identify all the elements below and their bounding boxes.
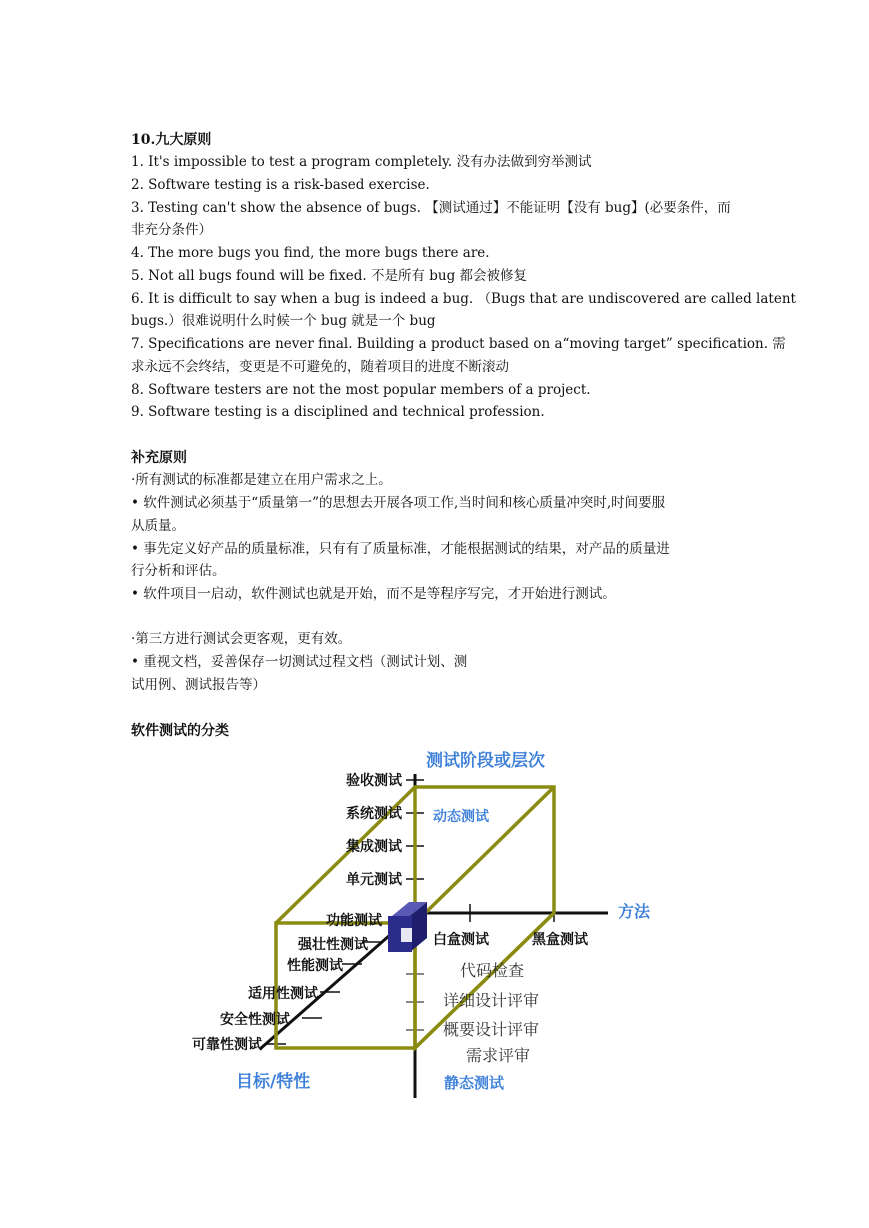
principle-line: 6. It is difficult to say when a bug is indeed a bug. （Bugs that are undiscovered are called latent xyxy=(131,291,796,307)
static-item-label: 概要设计评审 xyxy=(443,1020,540,1039)
target-label: 可靠性测试 xyxy=(192,1037,262,1053)
supplement-line: • 软件测试必须基于“质量第一”的思想去开展各项工作,当时间和核心质量冲突时,时间要服 xyxy=(131,495,666,511)
supplement-line: ·第三方进行测试会更客观，更有效。 xyxy=(131,631,352,647)
level-label: 系统测试 xyxy=(346,806,402,822)
dynamic-test-label: 动态测试 xyxy=(433,809,489,825)
method-label: 黑盒测试 xyxy=(532,932,588,948)
level-label: 验收测试 xyxy=(346,773,402,789)
origin-cube xyxy=(388,902,427,952)
static-test-label: 静态测试 xyxy=(444,1074,505,1092)
supplement-line: 行分析和评估。 xyxy=(131,563,226,579)
target-label: 适用性测试 xyxy=(248,986,318,1002)
static-item-label: 详细设计评审 xyxy=(443,991,540,1010)
target-label: 强壮性测试 xyxy=(298,937,368,953)
principle-line: 4. The more bugs you find, the more bugs there are. xyxy=(131,245,490,261)
principle-line: 9. Software testing is a disciplined and technical profession. xyxy=(131,404,545,420)
principle-line: 1. It's impossible to test a program completely. 没有办法做到穷举测试 xyxy=(131,154,592,170)
target-label: 安全性测试 xyxy=(220,1012,290,1028)
axis-title-levels: 测试阶段或层次 xyxy=(426,751,545,771)
principle-line: 3. Testing can't show the absence of bugs. 【测试通过】不能证明【没有 bug】(必要条件，而 xyxy=(131,200,731,216)
principle-line: 7. Specifications are never final. Building a product based on a“moving target” specification. 需 xyxy=(131,336,786,352)
principle-line: 8. Software testers are not the most popular members of a project. xyxy=(131,382,591,398)
supplement-line: ·所有测试的标准都是建立在用户需求之上。 xyxy=(131,472,392,488)
section-title-classification: 软件测试的分类 xyxy=(131,723,229,739)
supplement-line: • 事先定义好产品的质量标准，只有有了质量标准，才能根据测试的结果，对产品的质量进 xyxy=(131,541,670,557)
supplement-line: 试用例、测试报告等） xyxy=(131,677,266,693)
supplement-line: • 软件项目一启动，软件测试也就是开始，而不是等程序写完，才开始进行测试。 xyxy=(131,586,616,602)
supplement-line: • 重视文档，妥善保存一切测试过程文档（测试计划、测 xyxy=(131,654,468,670)
principle-line: 非充分条件） xyxy=(131,222,212,238)
axis-title-target: 目标/特性 xyxy=(236,1072,311,1092)
static-item-label: 需求评审 xyxy=(466,1046,531,1065)
test-classification-diagram xyxy=(170,742,651,1102)
supplement-line: 从质量。 xyxy=(131,518,185,534)
method-label: 白盒测试 xyxy=(433,932,489,948)
target-label: 性能测试 xyxy=(287,958,343,974)
static-item-label: 代码检查 xyxy=(460,961,525,980)
section-title-nine-principles: 10.九大原则 xyxy=(131,132,212,148)
level-label: 集成测试 xyxy=(346,839,402,855)
axis-title-method: 方法 xyxy=(618,902,651,921)
principle-line: 求永远不会终结，变更是不可避免的，随着项目的进度不断滚动 xyxy=(131,359,509,375)
principle-line: bugs.）很难说明什么时候一个 bug 就是一个 bug xyxy=(131,313,436,329)
section-title-supplementary: 补充原则 xyxy=(131,450,187,466)
target-label: 功能测试 xyxy=(326,913,382,929)
level-label: 单元测试 xyxy=(346,872,402,888)
principle-line: 2. Software testing is a risk-based exercise. xyxy=(131,177,430,193)
principle-line: 5. Not all bugs found will be fixed. 不是所有 bug 都会被修复 xyxy=(131,268,528,284)
